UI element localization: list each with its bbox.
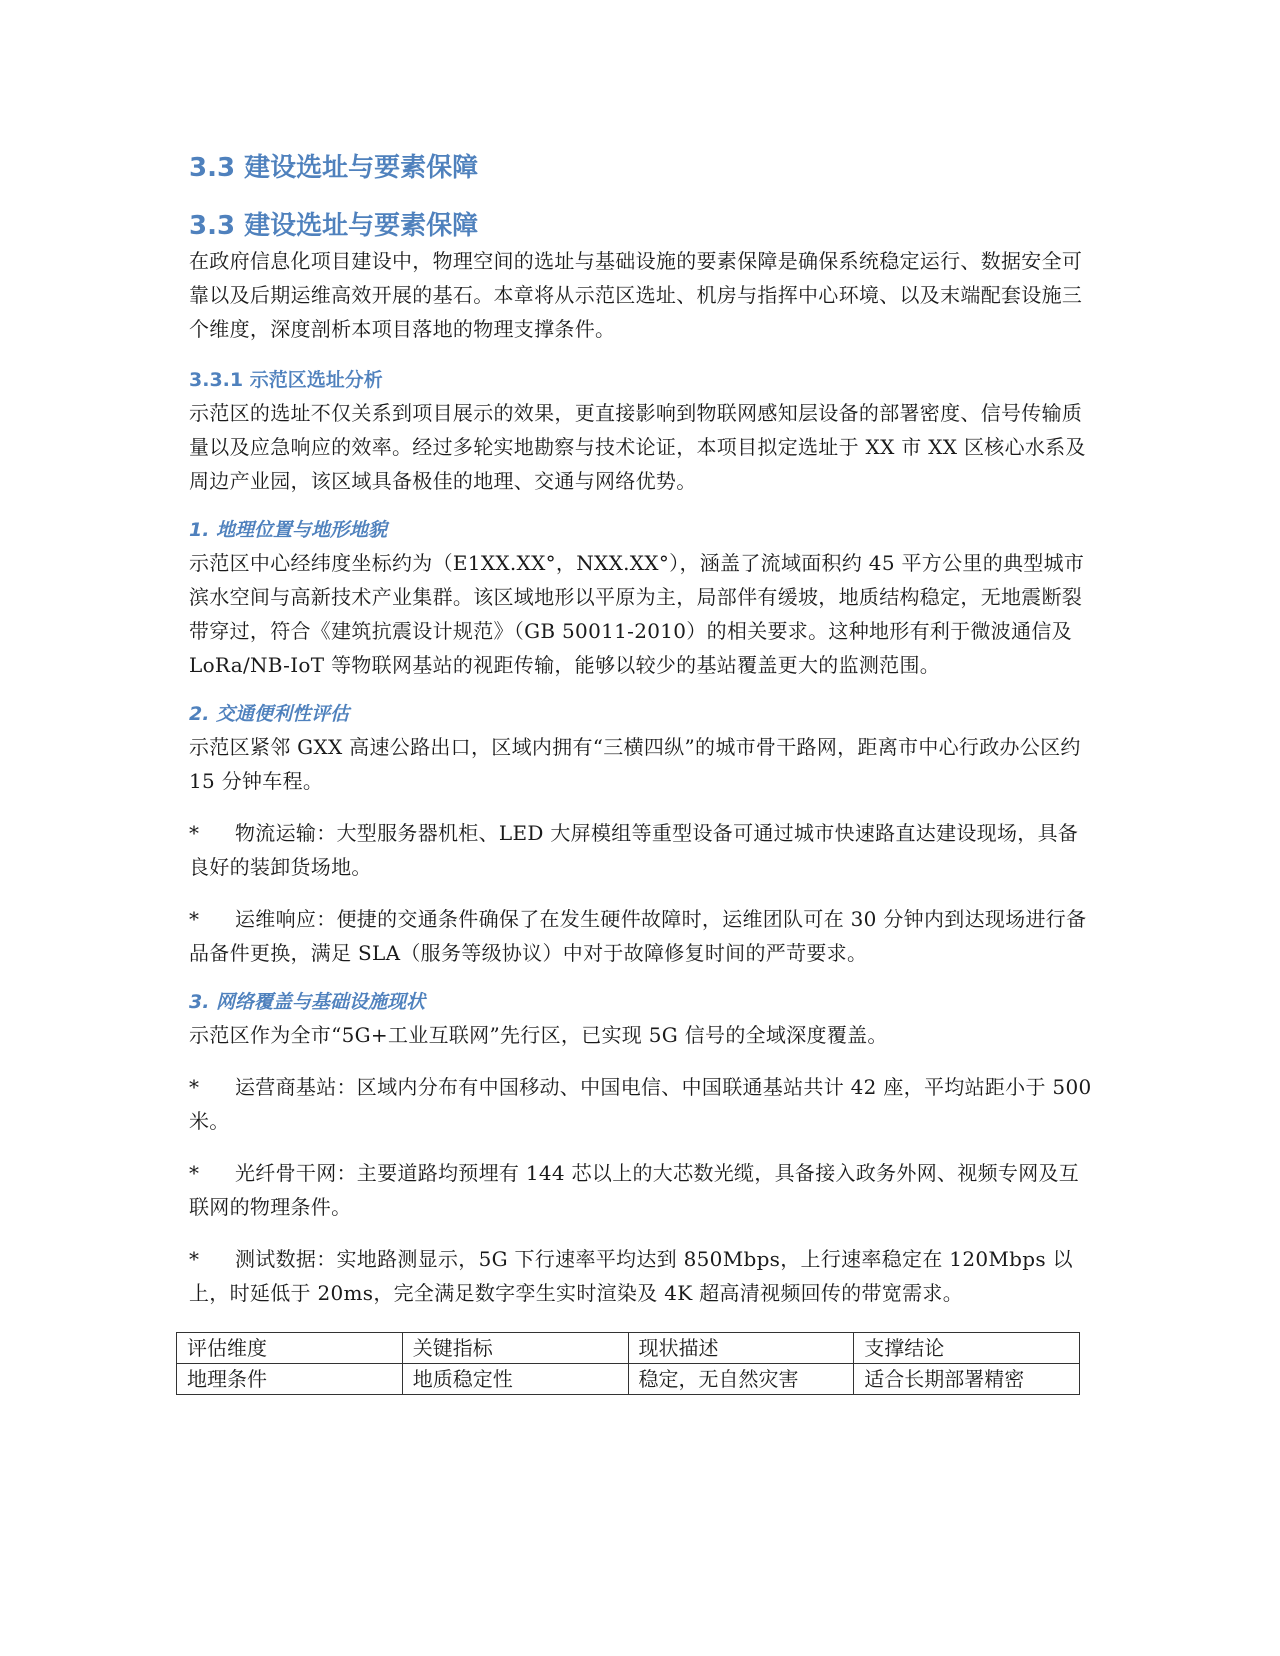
table-header-cell: 支撑结论 (854, 1333, 1080, 1364)
bullet-marker: * (189, 1247, 200, 1271)
list-item (189, 1242, 1094, 1310)
bullet-marker: * (189, 1075, 200, 1099)
table-cell: 地质稳定性 (402, 1364, 628, 1395)
site-analysis-paragraph: 示范区的选址不仅关系到项目展示的效果，更直接影响到物联网感知层设备的部署密度、信号传输质量以及应急响应的效率。经过多轮实地勘察与技术论证，本项目拟定选址于 XX 市 XX 区核心水系及周边产业园，该区域具备极佳的地理、交通与网络优势。 (189, 401, 1086, 493)
subsection-heading-331: 3.3.1 示范区选址分析 (189, 369, 383, 391)
section-heading: 3.3 建设选址与要素保障 (189, 211, 479, 241)
network-paragraph: 示范区作为全市“5G+工业互联网”先行区，已实现 5G 信号的全域深度覆盖。 (189, 1023, 888, 1047)
geo-heading: 1. 地理位置与地形地貌 (189, 519, 388, 541)
bullet-marker: * (189, 907, 200, 931)
table-cell: 地理条件 (177, 1364, 403, 1395)
bullet-text: 光纤骨干网：主要道路均预埋有 144 芯以上的大芯数光缆，具备接入政务外网、视频专网及互联网的物理条件。 (189, 1161, 1080, 1219)
bullet-marker: * (189, 821, 200, 845)
bullet-text: 物流运输：大型服务器机柜、LED 大屏模组等重型设备可通过城市快速路直达建设现场，具备良好的装卸货场地。 (189, 821, 1079, 879)
geo-paragraph: 示范区中心经纬度坐标约为（E1XX.XX°，NXX.XX°），涵盖了流域面积约 45 平方公里的典型城市滨水空间与高新技术产业集群。该区域地形以平原为主，局部伴有缓坡，地质结构稳定，无地震断裂带穿过，符合《建筑抗震设计规范》（GB 50011-2010）的相关要求。这种地形有利于微波通信及 LoRa/NB-IoT 等物联网基站的视距传输，能够以较少的基站覆盖更大的监测范围。 (189, 551, 1085, 677)
bullet-text: 运营商基站：区域内分布有中国移动、中国电信、中国联通基站共计 42 座，平均站距小于 500 米。 (189, 1075, 1092, 1133)
table-cell: 稳定，无自然灾害 (628, 1364, 854, 1395)
bullet-text: 测试数据：实地路测显示，5G 下行速率平均达到 850Mbps，上行速率稳定在 120Mbps 以上，时延低于 20ms，完全满足数字孪生实时渲染及 4K 超高清视频回传的带宽需求。 (189, 1247, 1073, 1305)
table-row (177, 1364, 1080, 1395)
list-item (189, 816, 1094, 884)
list-item (189, 902, 1094, 970)
network-heading: 3. 网络覆盖与基础设施现状 (189, 991, 426, 1013)
table-header-cell: 现状描述 (628, 1333, 854, 1364)
intro-paragraph: 在政府信息化项目建设中，物理空间的选址与基础设施的要素保障是确保系统稳定运行、数据安全可靠以及后期运维高效开展的基石。本章将从示范区选址、机房与指挥中心环境、以及末端配套设施三个维度，深度剖析本项目落地的物理支撑条件。 (189, 249, 1083, 341)
list-item (189, 1156, 1094, 1224)
table-header-cell: 关键指标 (402, 1333, 628, 1364)
bullet-marker: * (189, 1161, 200, 1185)
section-heading-repeat: 3.3 建设选址与要素保障 (189, 153, 479, 183)
traffic-paragraph: 示范区紧邻 GXX 高速公路出口，区域内拥有“三横四纵”的城市骨干路网，距离市中心行政办公区约 15 分钟车程。 (189, 735, 1081, 793)
bullet-text: 运维响应：便捷的交通条件确保了在发生硬件故障时，运维团队可在 30 分钟内到达现场进行备品备件更换，满足 SLA（服务等级协议）中对于故障修复时间的严苛要求。 (189, 907, 1087, 965)
list-item (189, 1070, 1094, 1138)
document-page (189, 150, 1094, 1395)
table-cell: 适合长期部署精密 (854, 1364, 1080, 1395)
evaluation-table (176, 1332, 1080, 1395)
table-header-cell: 评估维度 (177, 1333, 403, 1364)
table-header-row (177, 1333, 1080, 1364)
traffic-heading: 2. 交通便利性评估 (189, 703, 350, 725)
